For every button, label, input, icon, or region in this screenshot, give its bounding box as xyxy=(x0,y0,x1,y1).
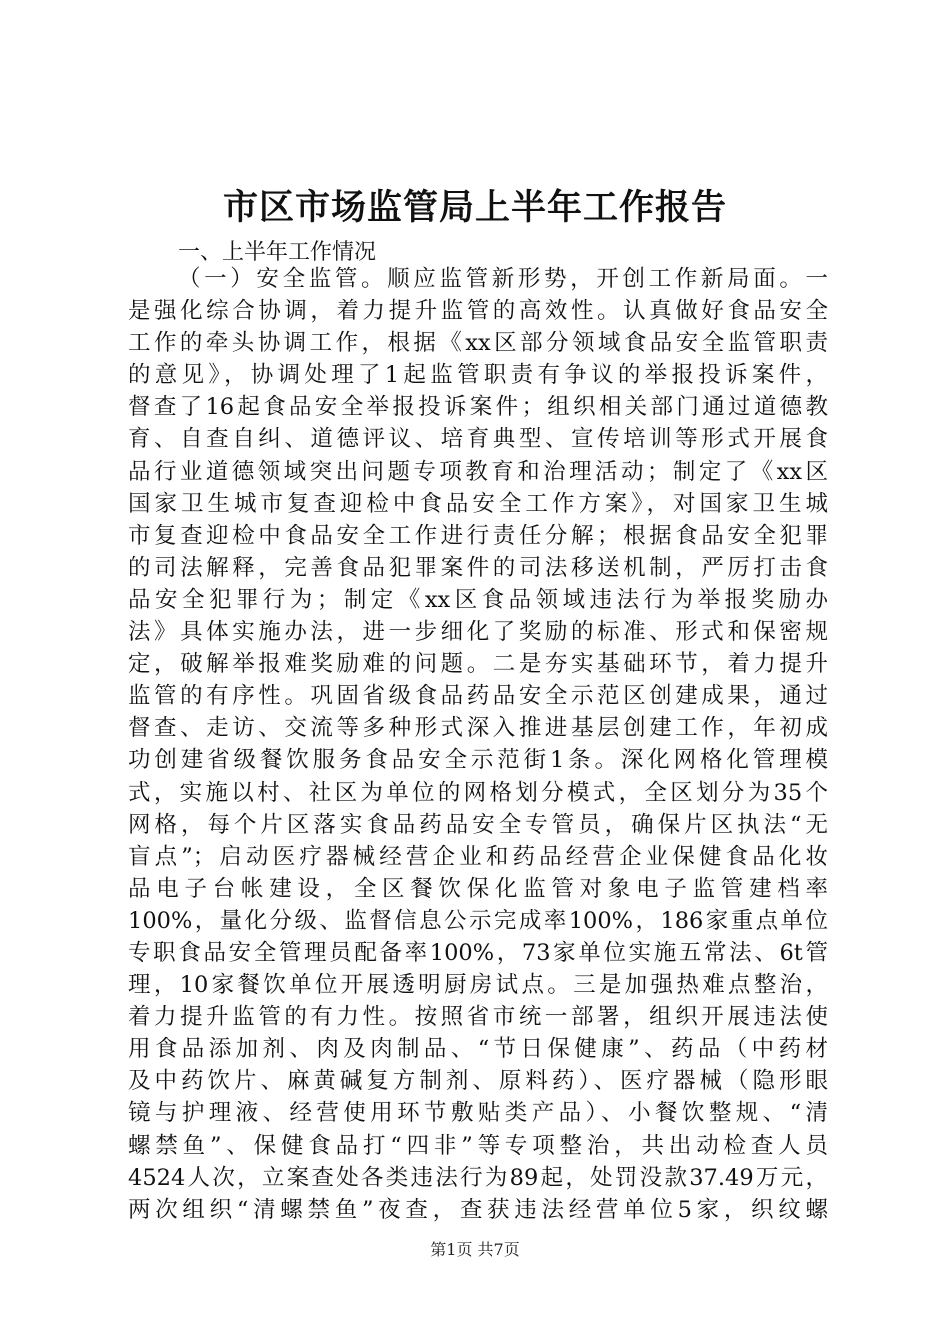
paragraph-line: 品行业道德领域突出问题专项教育和治理活动；制定了《xx区 xyxy=(128,458,828,485)
paragraph-line: 督查了16起食品安全举报投诉案件；组织相关部门通过道德教 xyxy=(128,394,828,421)
paragraph-line: 市复查迎检中食品安全工作进行责任分解；根据食品安全犯罪 xyxy=(128,522,828,549)
paragraph-line: 的司法解释，完善食品犯罪案件的司法移送机制，严厉打击食 xyxy=(128,554,828,581)
paragraph-line: 理，10家餐饮单位开展透明厨房试点。三是加强热难点整治， xyxy=(128,972,828,999)
paragraph-line: 螺禁鱼”、保健食品打“四非”等专项整治，共出动检查人员 xyxy=(128,1132,828,1159)
paragraph-line: 督查、走访、交流等多种形式深入推进基层创建工作，年初成 xyxy=(128,715,828,742)
paragraph-line: 功创建省级餐饮服务食品安全示范街1条。深化网格化管理模 xyxy=(128,747,828,774)
paragraph-line: 监管的有序性。巩固省级食品药品安全示范区创建成果，通过 xyxy=(128,683,828,710)
paragraph-line: 定，破解举报难奖励难的问题。二是夯实基础环节，着力提升 xyxy=(128,651,828,678)
paragraph-line: 专职食品安全管理员配备率100%，73家单位实施五常法、6t管 xyxy=(128,939,828,966)
paragraph-line: 品安全犯罪行为；制定《xx区食品领域违法行为举报奖励办 xyxy=(128,586,828,613)
paragraph-line: 式，实施以村、社区为单位的网格划分模式，全区划分为35个 xyxy=(128,779,828,806)
paragraph-line: 品电子台帐建设，全区餐饮保化监管对象电子监管建档率 xyxy=(128,875,828,902)
document-title: 市区市场监管局上半年工作报告 xyxy=(222,187,727,228)
paragraph-line: 是强化综合协调，着力提升监管的高效性。认真做好食品安全 xyxy=(128,298,828,325)
body-text xyxy=(128,263,828,1226)
paragraph-line: 国家卫生城市复查迎检中食品安全工作方案》，对国家卫生城 xyxy=(128,490,828,517)
paragraph-line: 用食品添加剂、肉及肉制品、“节日保健康”、药品（中药材 xyxy=(128,1036,828,1063)
paragraph-line: 及中药饮片、麻黄碱复方制剂、原料药）、医疗器械（隐形眼 xyxy=(128,1068,828,1095)
paragraph-line: 网格，每个片区落实食品药品安全专管员，确保片区执法“无 xyxy=(128,811,828,838)
paragraph-line: 工作的牵头协调工作，根据《xx区部分领域食品安全监管职责 xyxy=(128,330,828,357)
paragraph-line: 两次组织“清螺禁鱼”夜查，查获违法经营单位5家，织纹螺 xyxy=(128,1196,828,1223)
paragraph-line: 镜与护理液、经营使用环节敷贴类产品）、小餐饮整规、“清 xyxy=(128,1100,828,1127)
paragraph-line: 4524人次，立案查处各类违法行为89起，处罚没款37.49万元， xyxy=(128,1164,828,1191)
page-footer: 第1页 共7页 xyxy=(430,1240,520,1259)
paragraph-line: 育、自查自纠、道德评议、培育典型、宣传培训等形式开展食 xyxy=(128,426,828,453)
paragraph-line: 法》具体实施办法，进一步细化了奖励的标准、形式和保密规 xyxy=(128,619,828,646)
paragraph-line: （一）安全监管。顺应监管新形势，开创工作新局面。一 xyxy=(178,266,828,292)
paragraph-line: 100%，量化分级、监督信息公示完成率100%，186家重点单位 xyxy=(128,907,828,934)
paragraph-line: 着力提升监管的有力性。按照省市统一部署，组织开展违法使 xyxy=(128,1004,828,1031)
paragraph-line: 的意见》，协调处理了1起监管职责有争议的举报投诉案件， xyxy=(128,362,828,389)
paragraph-line: 盲点”；启动医疗器械经营企业和药品经营企业保健食品化妆 xyxy=(128,843,828,870)
section-heading: 一、上半年工作情况 xyxy=(178,240,377,265)
